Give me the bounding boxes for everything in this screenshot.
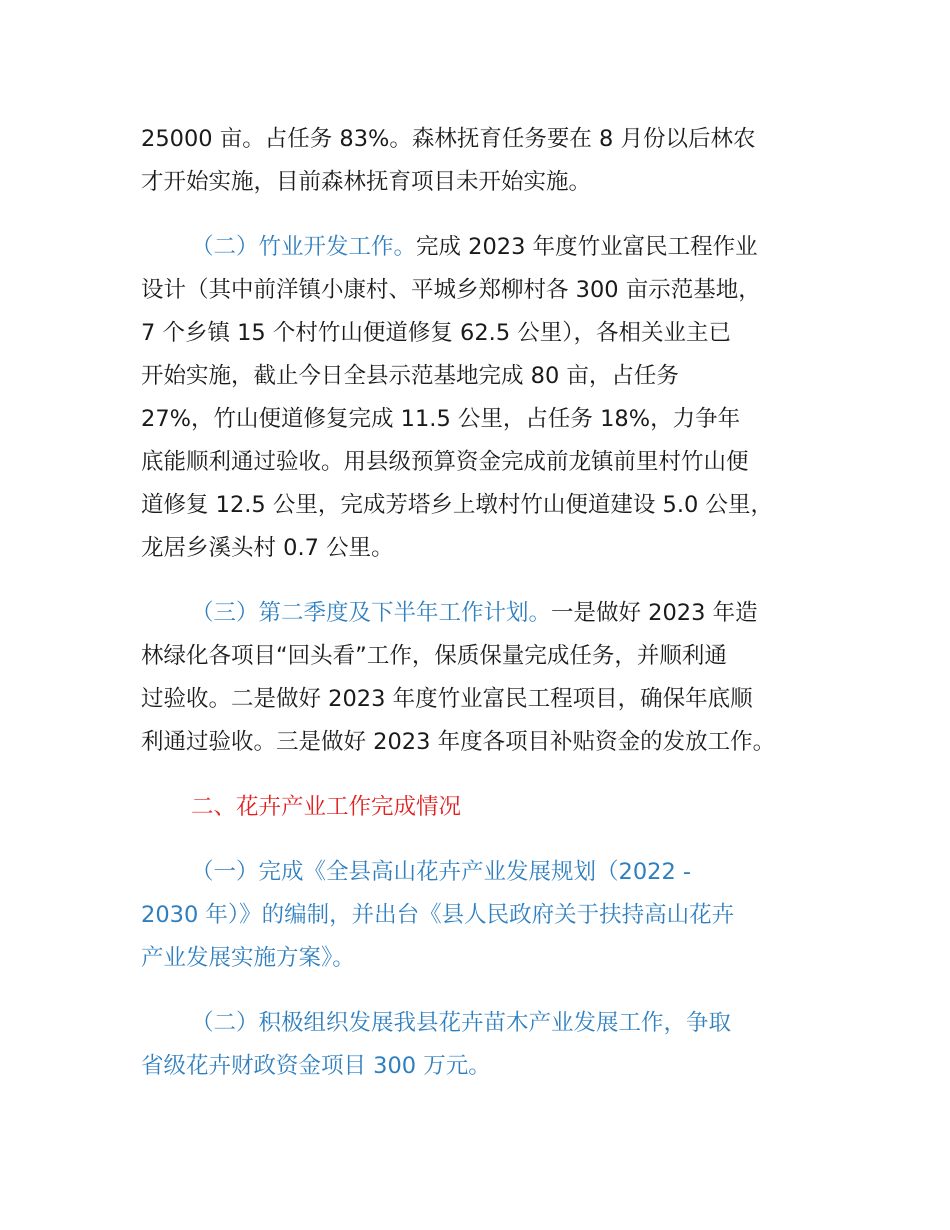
text-line: 过验收。二是做好 2023 年度竹业富民工程项目，确保年底顺 [141, 686, 753, 712]
text-line [141, 592, 831, 635]
text-line: 道修复 12.5 公里，完成芳塔乡上墩村竹山便道建设 5.0 公里， [141, 492, 773, 518]
text-line: （二）积极组织发展我县花卉苗木产业发展工作，争取 [191, 1010, 732, 1036]
subsection-heading-bamboo: （二）竹业开发工作。 [191, 234, 417, 260]
text-line: 25000 亩。占任务 83%。森林抚育任务要在 8 月份以后林农 [141, 126, 756, 152]
text-line: 7 个乡镇 15 个村竹山便道修复 62.5 公里），各相关业主已 [141, 320, 732, 346]
text-line [141, 226, 831, 269]
text-line: （一）完成《全县高山花卉产业发展规划（2022 - [191, 859, 692, 885]
paragraph-flower-funding [141, 1002, 831, 1088]
text-run: 完成 2023 年度竹业富民工程作业 [416, 234, 758, 260]
paragraph-gap [141, 570, 831, 592]
section-title: 二、花卉产业工作完成情况 [191, 794, 462, 820]
text-line: 底能顺利通过验收。用县级预算资金完成前龙镇前里村竹山便 [141, 449, 749, 475]
paragraph-gap [141, 204, 831, 226]
subsection-heading-plan: （三）第二季度及下半年工作计划。 [191, 600, 552, 626]
section-heading-flowers [141, 786, 831, 829]
text-line: 林绿化各项目“回头看”工作，保质保量完成任务，并顺利通 [141, 643, 727, 669]
text-line: 省级花卉财政资金项目 300 万元。 [141, 1053, 491, 1079]
text-line: 开始实施，截止今日全县示范基地完成 80 亩，占任务 [141, 363, 679, 389]
document-body [141, 118, 831, 1088]
text-run: 一是做好 2023 年造 [551, 600, 758, 626]
text-line: 设计（其中前洋镇小康村、平城乡郑柳村各 300 亩示范基地， [141, 277, 761, 303]
text-line: 龙居乡溪头村 0.7 公里。 [141, 535, 394, 561]
text-line: 27%，竹山便道修复完成 11.5 公里，占任务 18%，力争年 [141, 406, 741, 432]
paragraph-work-plan [141, 592, 831, 764]
text-line: 才开始实施，目前森林抚育项目未开始实施。 [141, 169, 592, 195]
text-line: 产业发展实施方案》。 [141, 945, 355, 971]
paragraph-gap [141, 829, 831, 851]
text-line: 2030 年）》的编制，并出台《县人民政府关于扶持高山花卉 [141, 902, 735, 928]
paragraph-bamboo-development [141, 226, 831, 570]
paragraph-flower-plan [141, 851, 831, 980]
paragraph-gap [141, 764, 831, 786]
paragraph-gap [141, 980, 831, 1002]
text-line: 利通过验收。三是做好 2023 年度各项目补贴资金的发放工作。 [141, 729, 776, 755]
paragraph-forest-tending [141, 118, 831, 204]
